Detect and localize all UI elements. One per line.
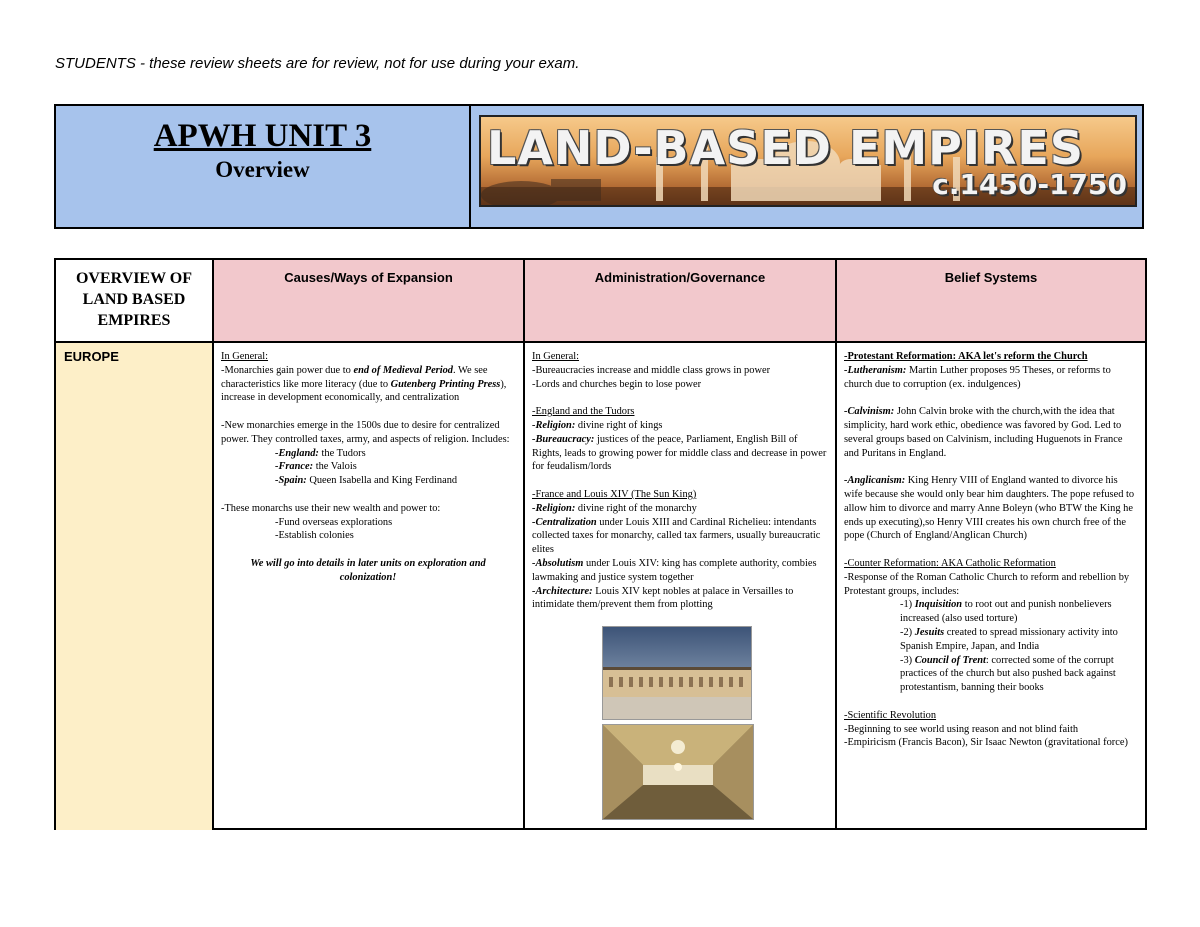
list-item: -Absolutism under Louis XIV: king has complete authority, combies lawmaking and justice system together: [532, 557, 817, 583]
hall-of-mirrors-photo: [602, 724, 754, 820]
list-item: -Fund overseas explorations: [275, 516, 393, 528]
review-notice: STUDENTS - these review sheets are for review, not for use during your exam.: [55, 55, 580, 72]
list-item: -Empiricism (Francis Bacon), Sir Isaac Newton (gravitational force): [844, 737, 1128, 749]
banner-image: [479, 115, 1137, 207]
column-header-beliefs: Belief Systems: [837, 260, 1145, 341]
header-title-block: [56, 118, 469, 183]
causes-heading: In General:: [221, 351, 269, 362]
overview-table: [54, 258, 1147, 830]
list-item: -Lords and churches begin to lose power: [532, 378, 702, 390]
admin-heading: -England and the Tudors: [532, 406, 635, 418]
list-item: -Beginning to see world using reason and not blind faith: [844, 723, 1079, 735]
banner-title: LAND-BASED EMPIRES: [487, 121, 1084, 175]
list-item: -Anglicanism: King Henry VIII of England wanted to divorce his wife because she would only bear him daughters. The pope refused to allow him to divorce and marry Anne Boleyn (who BTW the King he ends up executing),so Henry VIII creates his own church free of the pope (Church of England/Anglican Church): [844, 475, 1135, 542]
row-header-europe: EUROPE: [56, 343, 212, 830]
page-subtitle: Overview: [215, 157, 310, 182]
list-item: -3) Council of Trent: corrected some of the corrupt practices of the church but also pushed back against protestantism, banning their books: [900, 654, 1116, 694]
list-item: -England: the Tudors: [275, 447, 366, 459]
beliefs-cell: [837, 343, 1145, 830]
corner-header: OVERVIEW OF LAND BASED EMPIRES: [75, 270, 193, 329]
causes-paragraph: -These monarchs use their new wealth and power to:: [221, 502, 441, 514]
list-item: -Centralization under Louis XIII and Cardinal Richelieu: intendants collected taxes for monarchy, called tax farmers, usually bureaucratic elites: [532, 516, 821, 556]
list-item: -Spain: Queen Isabella and King Ferdinand: [275, 475, 458, 487]
causes-paragraph: -New monarchies emerge in the 1500s due to desire for centralized power. They controlled taxes, army, and aspects of religion. Includes:: [221, 419, 510, 445]
list-item: -1) Inquisition to root out and punish nonbelievers increased (also used torture): [900, 599, 1112, 625]
banner-years: c.1450-1750: [932, 168, 1127, 201]
list-item: -Religion: divine right of kings: [532, 419, 663, 431]
list-item: -Lutheranism: Martin Luther proposes 95 Theses, or reforms to church due to corruption (ex. indulgences): [844, 364, 1111, 390]
list-item: -Bureaucracy: justices of the peace, Parliament, English Bill of Rights, leads to growing power for middle class and decrease in power for feudalism/lords: [532, 433, 827, 473]
beliefs-heading: -Protestant Reformation: AKA let's reform the Church: [844, 351, 1088, 362]
list-item: -Bureaucracies increase and middle class grows in power: [532, 364, 771, 376]
list-item: -Response of the Roman Catholic Church to reform and rebellion by Protestant groups, includes:: [844, 571, 1130, 597]
beliefs-heading: -Counter Reformation: AKA Catholic Reformation: [844, 557, 1056, 569]
list-item: -France: the Valois: [275, 461, 357, 473]
administration-cell: [525, 343, 835, 830]
causes-note: We will go into details in later units on exploration and colonization!: [250, 557, 486, 583]
list-item: -2) Jesuits created to spread missionary activity into Spanish Empire, Japan, and India: [900, 626, 1118, 652]
beliefs-heading: -Scientific Revolution: [844, 709, 937, 721]
list-item: -Establish colonies: [275, 530, 354, 542]
causes-paragraph: -Monarchies gain power due to end of Medieval Period. We see characteristics like more literacy (due to Gutenberg Printing Press), increase in development economically, and centralization: [221, 364, 507, 404]
header-box: [54, 104, 1144, 229]
admin-heading: In General:: [532, 351, 580, 362]
header-divider: [469, 106, 471, 227]
causes-cell: [214, 343, 523, 830]
list-item: -Calvinism: John Calvin broke with the church,with the idea that simplicity, hard work ethic, obedience was favored by God. Led to several groups based on Calvinism, including Huguenots in France and Puritans in England.: [844, 406, 1123, 459]
list-item: -Religion: divine right of the monarchy: [532, 502, 697, 514]
column-header-administration: Administration/Governance: [525, 260, 835, 341]
versailles-exterior-photo: [602, 626, 752, 720]
admin-heading: -France and Louis XIV (The Sun King): [532, 488, 697, 500]
page-title: APWH UNIT 3: [153, 118, 372, 154]
column-header-causes: Causes/Ways of Expansion: [214, 260, 523, 341]
list-item: -Architecture: Louis XIV kept nobles at palace in Versailles to intimidate them/prevent them from plotting: [532, 585, 794, 611]
